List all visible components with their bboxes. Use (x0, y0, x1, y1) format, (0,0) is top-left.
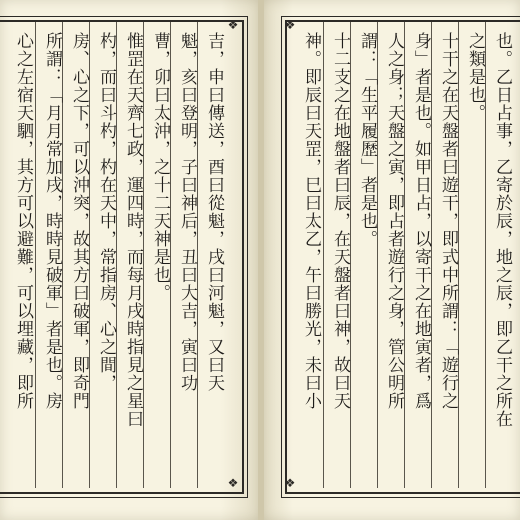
text-column: 之類是也。 (465, 32, 485, 122)
text-column: 所謂：「月月常加戌，時時見破軍」者是也。房 (42, 32, 62, 410)
text-column: 心之左宿天駟，其方可以避難，可以埋藏，即所 (13, 32, 33, 410)
text-column: 曹，卯曰太沖，之十二天神是也。 (150, 32, 170, 302)
column-rule (35, 22, 36, 488)
text-column: 吉，申曰傳送，酉曰從魁，戌曰河魁，又曰天 (204, 32, 224, 392)
corner-ornament-icon: ❖ (227, 18, 239, 32)
corner-ornament-icon: ❖ (284, 476, 296, 490)
text-column: 也。乙日占事，乙寄於辰，地之辰，即乙干之所在 (492, 32, 512, 428)
text-column: 十干之在天盤者曰遊干，即式中所謂：「遊行之 (438, 32, 458, 410)
text-column: 身」者是也。如甲日占，以寄干之在地寅者，爲 (411, 32, 431, 410)
text-column: 杓，而曰斗杓，杓在天中，常指房、心之間， (96, 32, 116, 392)
text-column: 魁，亥曰登明，子曰神后，丑曰大吉，寅曰功 (177, 32, 197, 392)
corner-ornament-icon: ❖ (284, 18, 296, 32)
corner-ornament-icon: ❖ (227, 476, 239, 490)
text-column: 十二支之在地盤者曰辰，在天盤者曰神，故曰天 (330, 32, 350, 410)
text-column: 人之身；天盤之寅，即占者遊行之身，管公明所 (384, 32, 404, 410)
text-column: 神。即辰曰天罡，巳曰太乙，午曰勝光，未曰小 (301, 32, 321, 410)
text-column: 房、心之下，可以沖突，故其方曰破軍，即奇門 (69, 32, 89, 410)
book-gutter (258, 0, 264, 520)
column-rule (323, 22, 324, 488)
text-column: 惟罡在天齊七政，運四時，而每月戌時指見之星曰 (123, 32, 143, 428)
text-column: 謂：「生平履歷」者是也。 (357, 32, 377, 248)
